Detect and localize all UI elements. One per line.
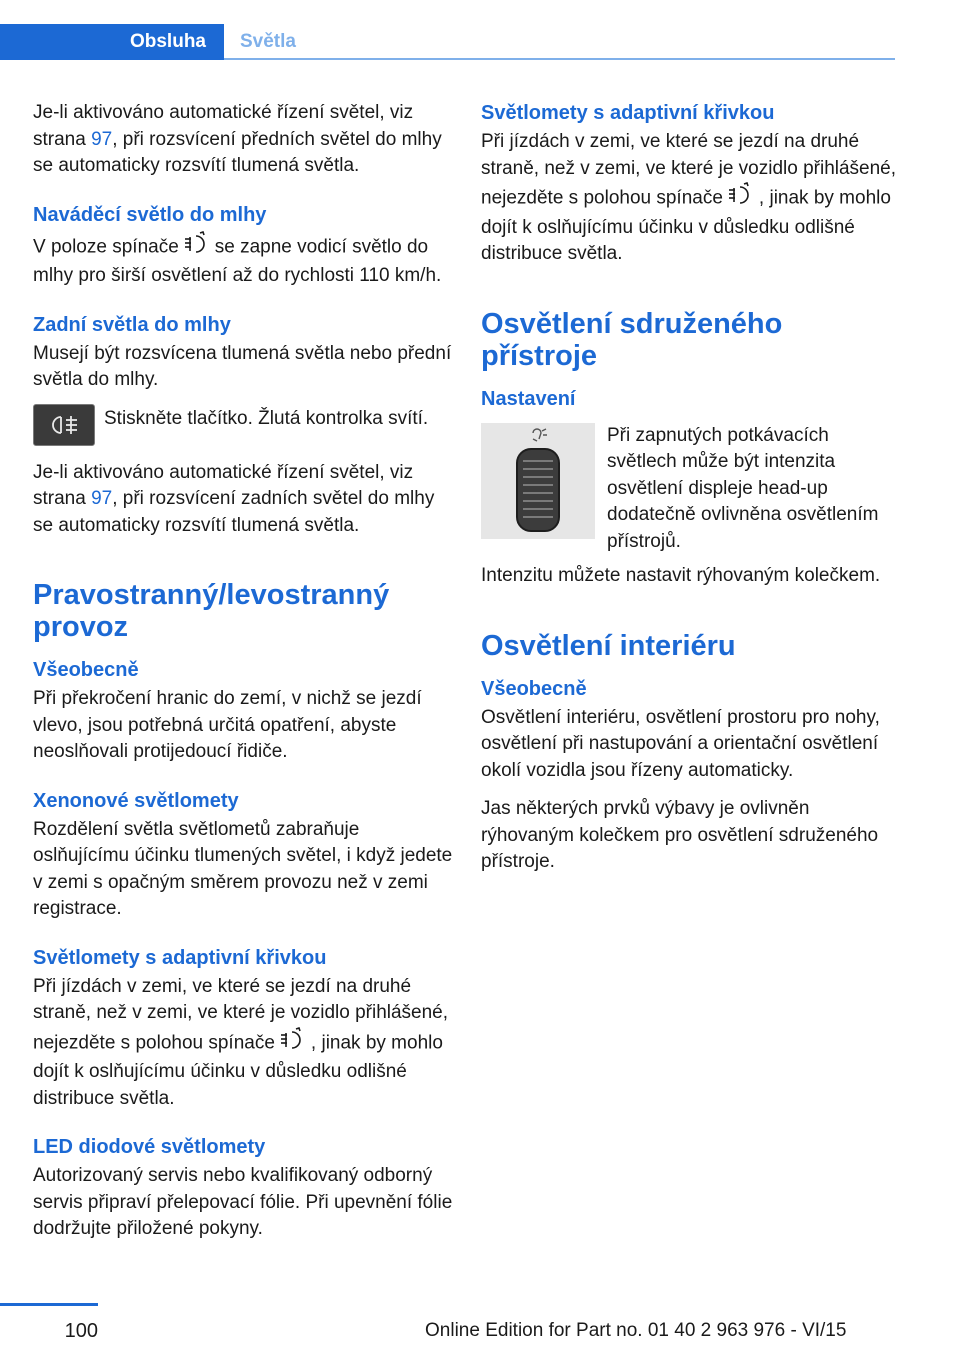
paragraph-press-button: Stiskněte tlačítko. Žlutá kontrolka svítí. <box>104 407 429 429</box>
heading-provoz: Pravostranný/levostranný provoz <box>33 579 390 643</box>
heading-zadni-svetla: Zadní světla do mlhy <box>33 313 231 336</box>
rear-fog-button-figure <box>33 406 453 446</box>
paragraph-adaptivni <box>481 129 901 268</box>
thumbwheel-figure <box>481 423 901 556</box>
text: Je-li aktivováno automatické řízení světel, viz strana <box>33 461 414 509</box>
paragraph-auto-light-front <box>33 100 453 180</box>
header-tabs <box>0 24 895 62</box>
paragraph-vseobecne: Při překročení hranic do zemí, v nichž se jezdí vlevo, jsou potřebná určitá opatření, abyste neoslňovali protijedoucí řidiče. <box>33 688 422 762</box>
page-number: 100 <box>64 1320 98 1342</box>
footer-accent-line <box>0 1303 98 1306</box>
tab-obsluha[interactable] <box>0 24 224 60</box>
text: Při jízdách v zemi, ve které se jezdí na druhé straně, než v zemi, ve které je vozidlo přihlášené, nejezděte s polohou spínače <box>33 975 449 1053</box>
text: , jinak by mohlo dojít k oslňujícímu účinku v důsledku odlišné distribuce světla. <box>481 187 891 264</box>
paragraph-interier: Osvětlení interiéru, osvětlení prostoru pro nohy, osvětlení při nastupování a orientační osvětlení okolí vozidla jsou řízeny automaticky. <box>481 706 880 781</box>
paragraph-intenzita: Intenzitu můžete nastavit rýhovaným kolečkem. <box>481 565 881 586</box>
heading-xenon: Xenonové světlomety <box>33 789 239 812</box>
paragraph-jas: Jas některých prvků výbavy je ovlivněn rýhovaným kolečkem pro osvětlení sdruženého přístroje. <box>481 798 879 872</box>
heading-osvetleni-interieru: Osvětlení interiéru <box>481 629 736 662</box>
tab-obsluha-label: Obsluha <box>129 31 206 52</box>
heading-adaptivni: Světlomety s adaptivní křivkou <box>481 102 775 124</box>
paragraph-nastaveni: Při zapnutých potkávacích světlech může být intenzita osvětlení displeje head-up dodatečně ovlivněna osvětlením přístrojů. <box>607 424 879 552</box>
edition-note: Online Edition for Part no. 01 40 2 963 976 - VI/15 <box>425 1320 847 1341</box>
heading-nastaveni: Nastavení <box>481 387 576 410</box>
paragraph-led: Autorizovaný servis nebo kvalifikovaný odborný servis připraví přelepovací fólie. Při upevnění fólie dodržujte přiložené pokyny. <box>33 1165 453 1239</box>
rear-fog-light-button-icon <box>33 404 95 446</box>
thumbwheel-image <box>481 423 595 539</box>
paragraph-navadeci <box>33 231 453 290</box>
text: , při rozsvícení zadních světel do mlhy se automaticky rozsvítí tlumená světla. <box>33 488 435 536</box>
tab-svetla-label: Světla <box>240 31 296 52</box>
text: V poloze spínače <box>33 235 179 257</box>
tab-divider <box>224 58 895 60</box>
text: Při jízdách v zemi, ve které se jezdí na druhé straně, než v zemi, ve které je vozidlo přihlášené, nejezděte s polohou spínače <box>481 131 897 209</box>
heading-osvetleni-pristroje: Osvětlení sdruženého přístroje <box>481 307 783 372</box>
heading-led: LED diodové světlomety <box>33 1136 266 1158</box>
paragraph-adaptivni <box>33 974 453 1113</box>
text: se zapne vodicí světlo do mlhy pro širší osvětlení až do rychlosti 110 km/h. <box>33 235 442 286</box>
text: , při rozsvícení předních světel do mlhy se automaticky rozsvítí tlumená světla. <box>33 128 442 176</box>
left-column <box>33 100 453 1255</box>
paragraph-auto-light-rear <box>33 460 453 540</box>
paragraph-zadni-svetla: Musejí být rozsvícena tlumená světla nebo přední světla do mlhy. <box>33 342 452 390</box>
heading-vseobecne: Všeobecně <box>33 659 139 681</box>
heading-vseobecne: Všeobecně <box>481 677 587 700</box>
text: , jinak by mohlo dojít k oslňujícímu účinku v důsledku odlišné distribuce světla. <box>33 1031 443 1109</box>
light-switch-auto-icon <box>727 182 755 215</box>
heading-adaptivni: Světlomety s adaptivní křivkou <box>33 946 327 969</box>
paragraph-xenon: Rozdělení světla světlometů zabraňuje oslňujícímu účinku tlumených světel, i když jedete v zemi s opačným směrem provozu než v zemi registrace. <box>33 818 453 919</box>
heading-navadeci-svetlo: Naváděcí světlo do mlhy <box>33 203 267 226</box>
light-switch-auto-icon <box>279 1027 307 1060</box>
tab-svetla[interactable] <box>240 24 296 60</box>
page-link-97[interactable]: 97 <box>91 128 113 150</box>
page-link-97[interactable]: 97 <box>91 488 113 509</box>
right-column <box>481 100 901 888</box>
light-switch-auto-icon <box>183 231 211 264</box>
text: Je-li aktivováno automatické řízení světel, viz strana <box>33 102 414 150</box>
